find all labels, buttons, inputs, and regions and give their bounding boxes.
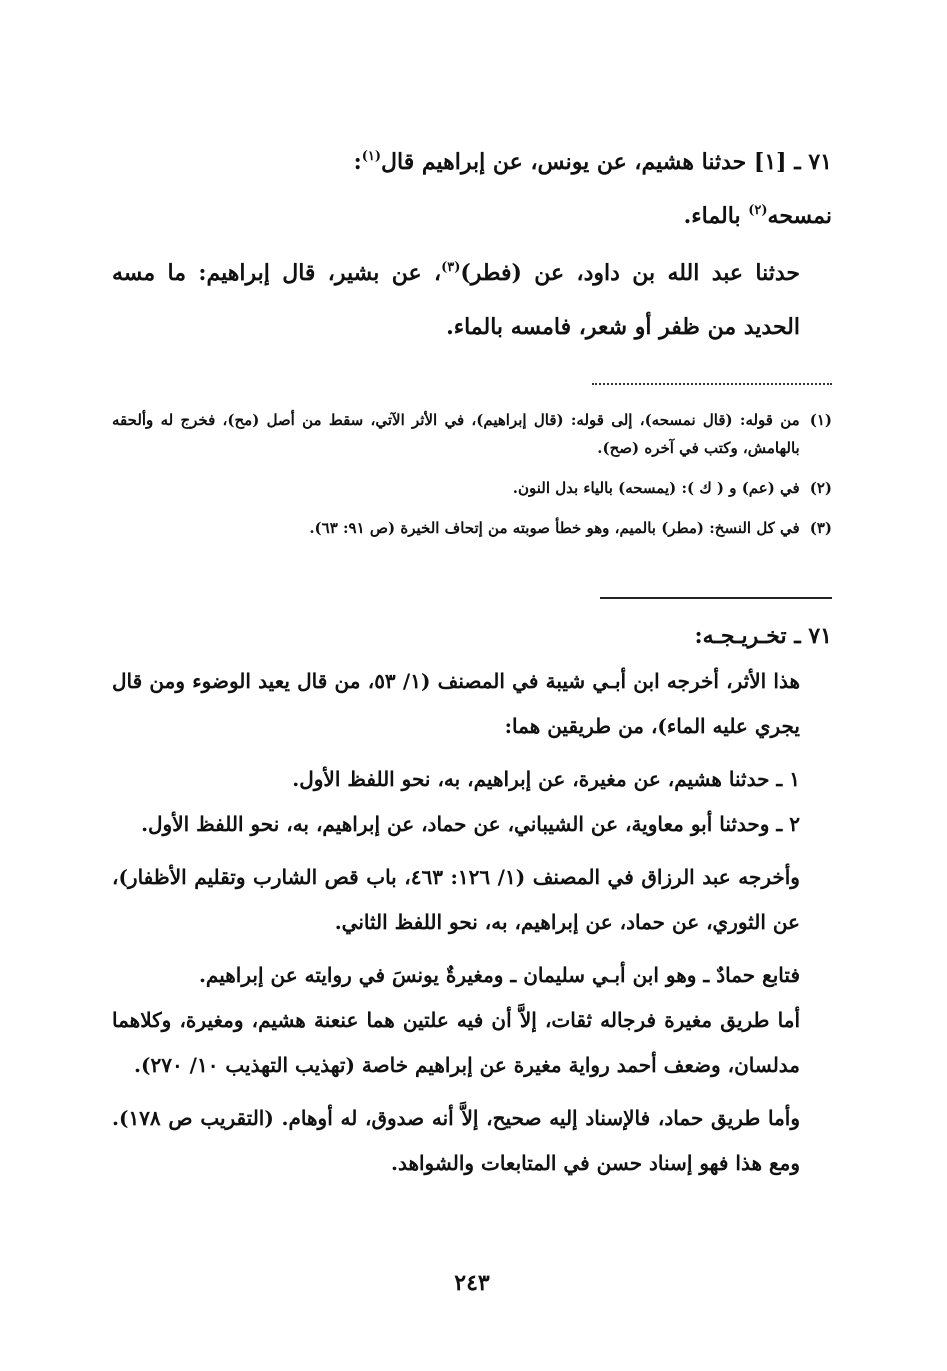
- hadith-1-line-1: ٧١ ـ [١] حدثنا هشيم، عن يونس، عن إبراهيم قال: [381, 149, 832, 175]
- footnote-text: في كل النسخ: (مطر) بالميم، وهو خطأ صوبته من إتحاف الخيرة (ص ٩١: ٦٣).: [309, 519, 800, 537]
- hadith-1-line-2: نمسحه: [767, 203, 832, 229]
- footnote-ref-3[interactable]: (٣): [441, 260, 461, 275]
- takhrij-paragraph-6: أما طريق مغيرة فرجاله ثقات، إلاَّ أن فيه علتين هما عنعنة هشيم، ومغيرة، وكلاهما مدلسان، وضعف أحمد رواية مغيرة عن إبراهيم خاصة (تهذيب التهذيب ١٠/ ٢٧٠).: [112, 1008, 800, 1077]
- takhrij-section: [112, 614, 832, 1186]
- footnote-number: (١): [809, 411, 832, 429]
- takhrij-paragraph-3: ٢ ـ وحدثنا أبو معاوية، عن الشيباني، عن حماد، عن إبراهيم، به، نحو اللفظ الأول.: [141, 812, 800, 836]
- footnote-number: (٢): [809, 479, 832, 497]
- footnote-2: [112, 474, 832, 502]
- footnotes: [112, 406, 832, 542]
- hadith-paragraph-2: حدثنا عبد الله بن داود، عن (فطر)$^{(٣)}$، عن بشير، قال إبراهيم: ما مسه الحديد من ظفر أو شعر، فامسه بالماء.: [112, 260, 800, 340]
- takhrij-heading: ٧١ ـ تخـريـجـه:: [694, 623, 832, 649]
- main-text: [112, 135, 832, 243]
- footnote-text: من قوله: (قال نمسحه)، إلى قوله: (قال إبراهيم)، في الأثر الآتي، سقط من أصل (مح)، فخرج له وألحقه بالهامش، وكتب في آخره (صح).: [112, 411, 800, 457]
- document-page: [112, 0, 832, 1371]
- takhrij-paragraph-7: وأما طريق حماد، فالإسناد إليه صحيح، إلاَّ أنه صدوق، له أوهام. (التقريب ص ١٧٨). ومع هذا فهو إسناد حسن في المتابعات والشواهد.: [112, 1106, 800, 1175]
- takhrij-paragraph-2: ١ ـ حدثنا هشيم، عن مغيرة، عن إبراهيم، به، نحو اللفظ الأول.: [292, 767, 800, 791]
- footnote-separator: [592, 383, 832, 385]
- takhrij-paragraph-4: وأخرجه عبد الرزاق في المصنف (١/ ١٢٦: ٤٦٣، باب قص الشارب وتقليم الأظفار)، عن الثوري، عن حماد، عن إبراهيم، به، نحو اللفظ الثاني.: [112, 865, 800, 934]
- footnote-1: [112, 406, 832, 462]
- page-number: ٢٤٣: [454, 1270, 490, 1296]
- hadith-paragraph-1: ٧١ ـ [١] حدثنا هشيم، عن يونس، عن إبراهيم قال$^{(١)}$: نمسحه$^{(٢)}$ بالماء.: [353, 149, 832, 229]
- section-divider: [600, 597, 832, 599]
- footnote-text: في (عم) و ( ك ): (يمسحه) بالياء بدل النون.: [512, 479, 800, 497]
- footnote-3: [112, 514, 832, 542]
- takhrij-paragraph-1: هذا الأثر، أخرجه ابن أبـي شيبة في المصنف (١/ ٥٣، من قال يعيد الوضوء ومن قال يجري عليه الماء)، من طريقين هما:: [112, 669, 800, 738]
- takhrij-paragraph-5: فتابع حمادٌ ـ وهو ابن أبـي سليمان ـ ومغيرةٌ يونسَ في روايته عن إبراهيم.: [198, 963, 800, 987]
- footnote-ref-1[interactable]: (١): [361, 149, 382, 164]
- footnote-ref-2[interactable]: (٢): [748, 203, 768, 218]
- footnote-number: (٣): [809, 519, 832, 537]
